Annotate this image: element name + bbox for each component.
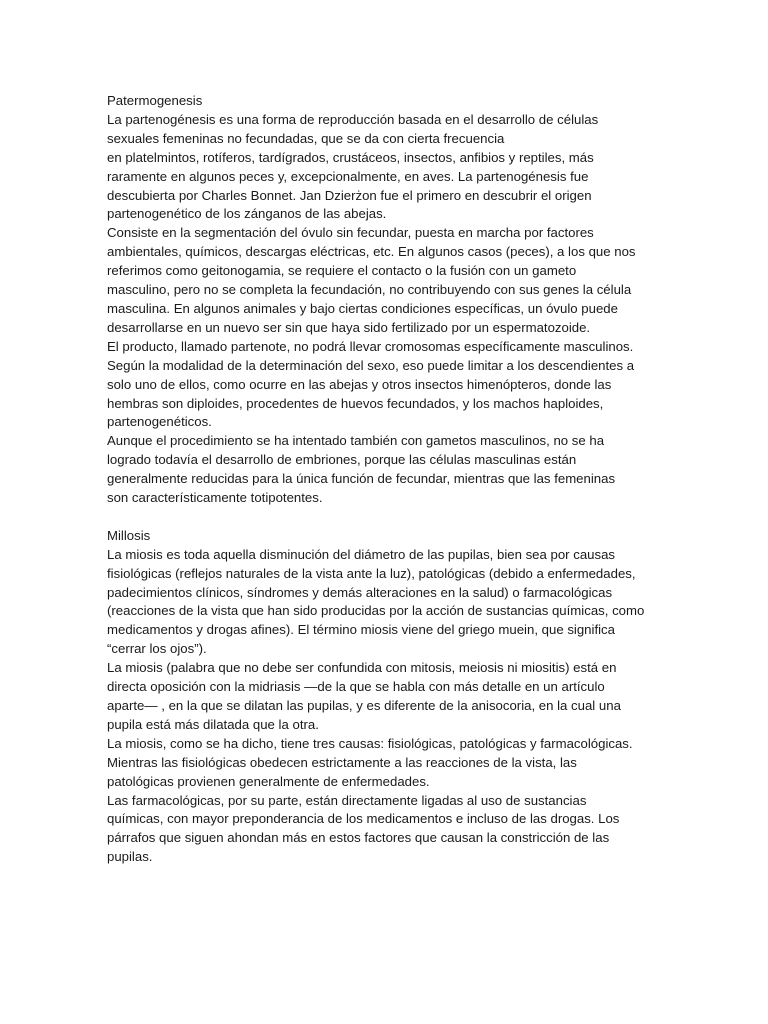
paragraph: La partenogénesis es una forma de reproducción basada en el desarrollo de células sexuales femeninas no fecundadas, que se da con cierta frecuencia en platelmintos, rotíferos, tardígrados, crustáceos, insectos, anfibios y reptiles, más raramente en algunos peces y, excepcionalmente, en aves. La partenogénesis fue descubierta por Charles Bonnet. Jan Dzierżon fue el primero en descubrir el origen partenogenético de los zánganos de las abejas.: [107, 111, 599, 222]
paragraph: La miosis (palabra que no debe ser confundida con mitosis, meiosis ni miositis) está en directa oposición con la midriasis —de la que se habla con más detalle en un artículo aparte— , en la que se dilatan las pupilas, y es diferente de la anisocoria, en la cual una pupila está más dilatada que la otra.: [107, 660, 621, 732]
paragraph: La miosis, como se ha dicho, tiene tres causas: fisiológicas, patológicas y farmacológicas. Mientras las fisiológicas obedecen estrictamente a las reacciones de la vista, las patológicas provienen generalmente de enfermedades.: [107, 735, 633, 789]
section-spacer: [107, 508, 667, 527]
document-page: [107, 92, 667, 867]
paragraph: Consiste en la segmentación del óvulo sin fecundar, puesta en marcha por factores ambientales, químicos, descargas eléctricas, etc. En algunos casos (peces), a los que nos referimos como geitonogamia, se requiere el contacto o la fusión con un gameto masculino, pero no se completa la fecundación, no contribuyendo con sus genes la célula masculina. En algunos animales y bajo ciertas condiciones específicas, un óvulo puede desarrollarse en un nuevo ser sin que haya sido fertilizado por un espermatozoide.: [107, 225, 636, 335]
paragraph: El producto, llamado partenote, no podrá llevar cromosomas específicamente masculinos. Según la modalidad de la determinación del sexo, eso puede limitar a los descendientes a solo uno de ellos, como ocurre en las abejas y otros insectos himenópteros, donde las hembras son diploides, procedentes de huevos fecundados, y los machos haploides, partenogenéticos.: [107, 338, 635, 430]
section-heading-millosis: Millosis: [107, 527, 151, 543]
paragraph: Aunque el procedimiento se ha intentado también con gametos masculinos, no se ha logrado todavía el desarrollo de embriones, porque las células masculinas están generalmente reducidas para la única función de fecundar, mientras que las femeninas son característicamente totipotentes.: [107, 433, 616, 506]
paragraph: La miosis es toda aquella disminución del diámetro de las pupilas, bien sea por causas fisiológicas (reflejos naturales de la vista ante la luz), patológicas (debido a enfermedades, padecimientos clínicos, síndromes y demás alteraciones en la salud) o farmacológicas (reacciones de la vista que han sido producidas por la acción de sustancias químicas, como medicamentos y drogas afines). El término miosis viene del griego muein, que significa “cerrar los ojos”).: [107, 546, 645, 657]
section-heading-patermogenesis: Patermogenesis: [107, 93, 203, 108]
paragraph: Las farmacológicas, por su parte, están directamente ligadas al uso de sustancias químicas, con mayor preponderancia de los medicamentos e incluso de las drogas. Los párrafos que siguen ahondan más en estos factores que causan la constricción de las pupilas.: [107, 792, 620, 865]
